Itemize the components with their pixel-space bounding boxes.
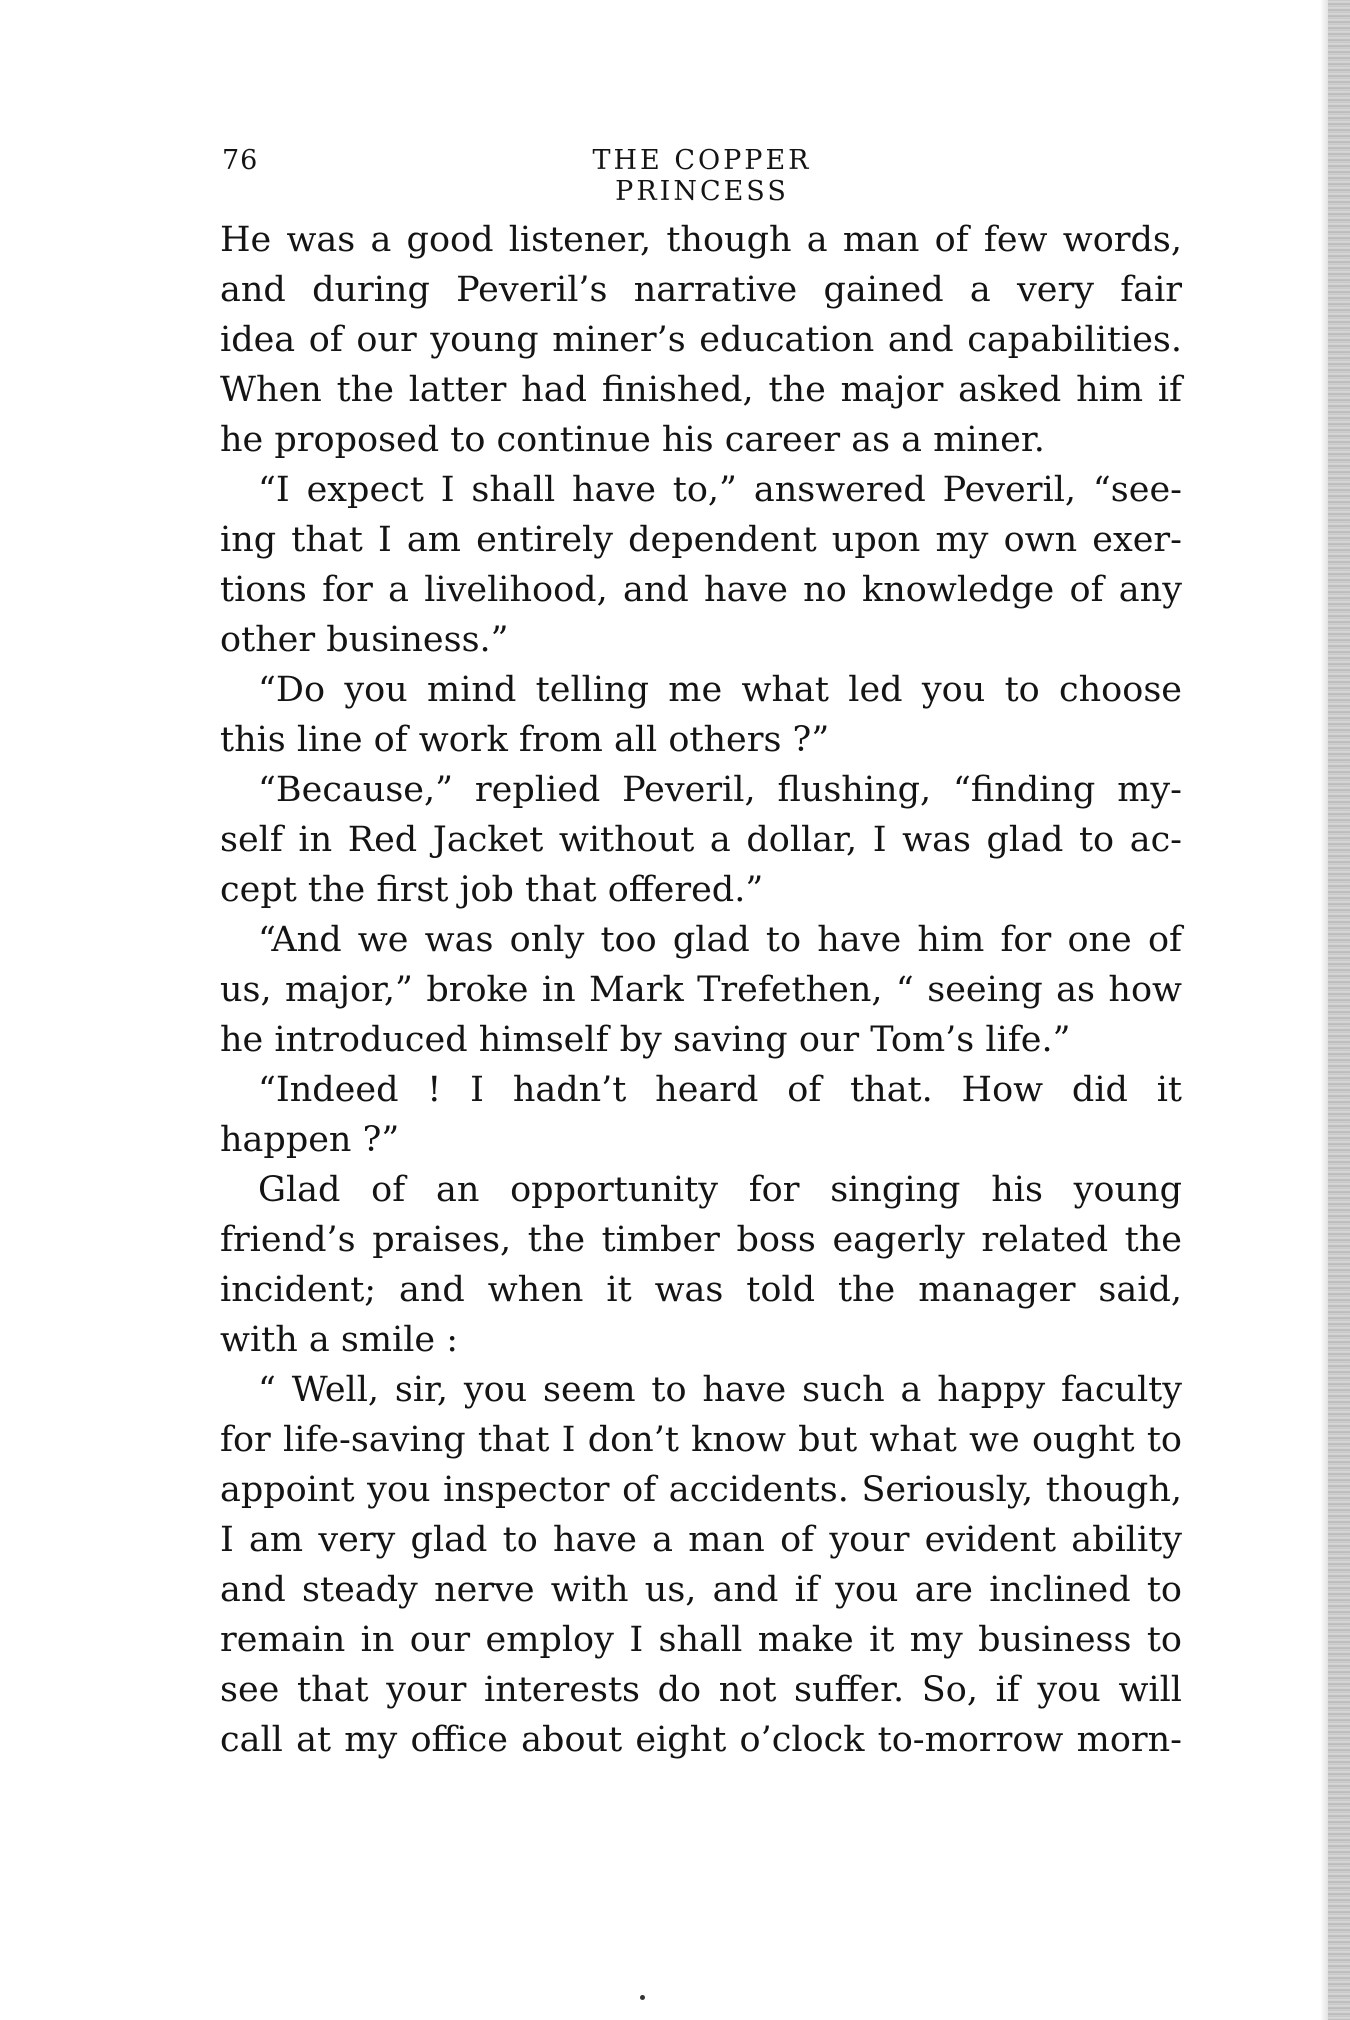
- text-line: I am very glad to have a man of your evident ability: [220, 1520, 1182, 1560]
- text-line: and during Peveril’s narrative gained a very fair: [220, 270, 1182, 310]
- text-line: see that your interests do not suffer. So, if you will: [220, 1670, 1182, 1710]
- text-line: “I expect I shall have to,” answered Peveril, “see-: [258, 470, 1182, 510]
- text-line: friend’s praises, the timber boss eagerly related the: [220, 1220, 1182, 1260]
- text-line: call at my office about eight o’clock to-morrow morn-: [220, 1720, 1182, 1760]
- text-line: other business.”: [220, 620, 509, 660]
- text-line: Glad of an opportunity for singing his young: [258, 1170, 1182, 1210]
- text-line: self in Red Jacket without a dollar, I was glad to ac-: [220, 820, 1182, 860]
- text-line: “Indeed ! I hadn’t heard of that. How did it: [258, 1070, 1182, 1110]
- text-line: for life-saving that I don’t know but what we ought to: [220, 1420, 1182, 1460]
- body-text: [220, 215, 1182, 1765]
- text-line: ing that I am entirely dependent upon my own exer-: [220, 520, 1182, 560]
- text-line: incident; and when it was told the manager said,: [220, 1270, 1182, 1310]
- text-line: he proposed to continue his career as a miner.: [220, 420, 1045, 460]
- page-number: 76: [222, 145, 259, 176]
- running-title: THE COPPER PRINCESS: [592, 145, 812, 207]
- text-line: with a smile :: [220, 1320, 459, 1360]
- ink-speck: [640, 1995, 645, 2000]
- page-edge-shadow: [1328, 0, 1350, 2020]
- text-line: appoint you inspector of accidents. Seriously, though,: [220, 1470, 1182, 1510]
- text-line: “And we was only too glad to have him for one of: [258, 920, 1182, 960]
- text-line: “Because,” replied Peveril, flushing, “finding my-: [258, 770, 1182, 810]
- text-line: this line of work from all others ?”: [220, 720, 830, 760]
- text-line: He was a good listener, though a man of few words,: [220, 220, 1182, 260]
- text-line: he introduced himself by saving our Tom’s life.”: [220, 1020, 1071, 1060]
- running-header: [222, 145, 1180, 207]
- text-line: remain in our employ I shall make it my business to: [220, 1620, 1182, 1660]
- text-line: and steady nerve with us, and if you are inclined to: [220, 1570, 1182, 1610]
- text-line: us, major,” broke in Mark Trefethen, “ seeing as how: [220, 970, 1182, 1010]
- text-line: cept the first job that offered.”: [220, 870, 764, 910]
- text-line: happen ?”: [220, 1120, 400, 1160]
- text-line: “ Well, sir, you seem to have such a happy faculty: [258, 1370, 1182, 1410]
- text-line: When the latter had finished, the major asked him if: [220, 370, 1182, 410]
- text-line: “Do you mind telling me what led you to choose: [258, 670, 1182, 710]
- text-line: idea of our young miner’s education and capabilities.: [220, 320, 1182, 360]
- text-line: tions for a livelihood, and have no knowledge of any: [220, 570, 1182, 610]
